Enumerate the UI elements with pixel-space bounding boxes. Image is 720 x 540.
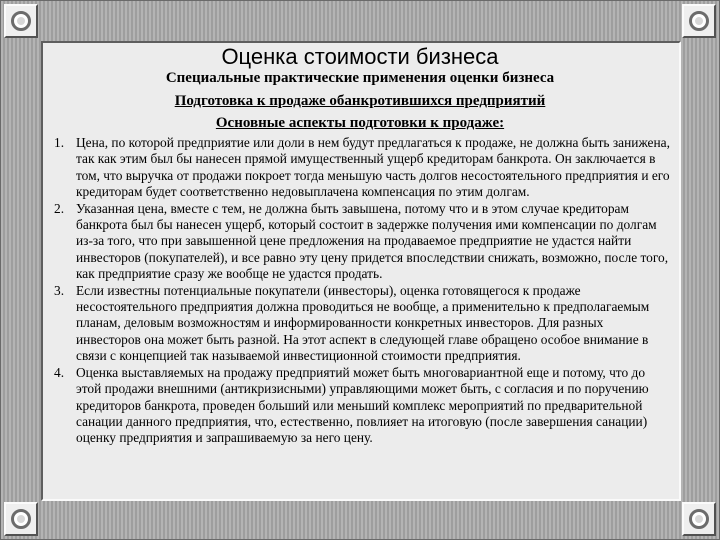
item-text: Указанная цена, вместе с тем, не должна быть завышена, потому что и в этом случае кредиторам банкрота был бы нанесен ущерб, который состоит в задержке получения ими компенсации по долгам из-за того, что при завышенной цене предложения на продаваемое предприятие не удастся найти инвесторов (покупателей), и все равно эту цену придется впоследствии снижать, возможно, после того, как предприятие сразу же вообще не удастся продать.: [76, 200, 669, 282]
corner-ring-icon: [682, 502, 716, 536]
list-item: [54, 283, 670, 365]
ring-icon: [11, 509, 31, 529]
item-number: 3.: [54, 282, 65, 298]
item-text: Оценка выставляемых на продажу предприятий может быть многовариантной еще и потому, что до этой продажи внешними (антикризисными) управляющими может быть, с согласия и по поручению кредиторов банкрота, проведен больший или меньший комплекс мероприятий по предварительной санации данного предприятия, что, естественно, повлияет на итоговую (после завершения санации) оценку предприятия и запрашиваемую за него цену.: [76, 364, 649, 446]
aspects-list: [54, 135, 670, 447]
section-subheading: Основные аспекты подготовки к продаже:: [215, 115, 505, 131]
item-text: Если известны потенциальные покупатели (инвесторы), оценка готовящегося к продаже несостоятельного предприятия должна проводиться не вообще, а применительно к предполагаемым планам, деловым возможностям и информированности конкретных инвесторов. Для разных инвесторов она может быть разной. На этот аспект в следующей главе обращено особое внимание в связи с концепцией так называемой инвестиционной стоимости предприятия.: [76, 282, 650, 364]
slide-subtitle: Специальные практические применения оценки бизнеса: [165, 70, 555, 86]
ring-icon: [689, 509, 709, 529]
list-item: [54, 365, 670, 447]
ring-icon: [689, 11, 709, 31]
ring-icon: [11, 11, 31, 31]
item-number: 1.: [54, 135, 65, 150]
section-heading: Подготовка к продаже обанкротившихся предприятий: [174, 93, 546, 109]
list-item: [54, 135, 670, 201]
corner-ring-icon: [4, 502, 38, 536]
corner-ring-icon: [4, 4, 38, 38]
item-number: 4.: [54, 364, 65, 380]
item-number: 2.: [54, 200, 65, 216]
item-text: Цена, по которой предприятие или доли в нем будут предлагаться к продаже, не должна быть занижена, так как этим был бы нанесен прямой имущественный ущерб кредиторам банкрота. Он заключается в том, что выручка от продажи покроет тогда меньшую часть долгов несостоятельного предприятия и его кредиторам будет соответственно недовыплачена компенсация по этим долгам.: [76, 135, 670, 200]
slide-title: Оценка стоимости бизнеса: [221, 44, 499, 69]
corner-ring-icon: [682, 4, 716, 38]
list-item: [54, 201, 670, 283]
